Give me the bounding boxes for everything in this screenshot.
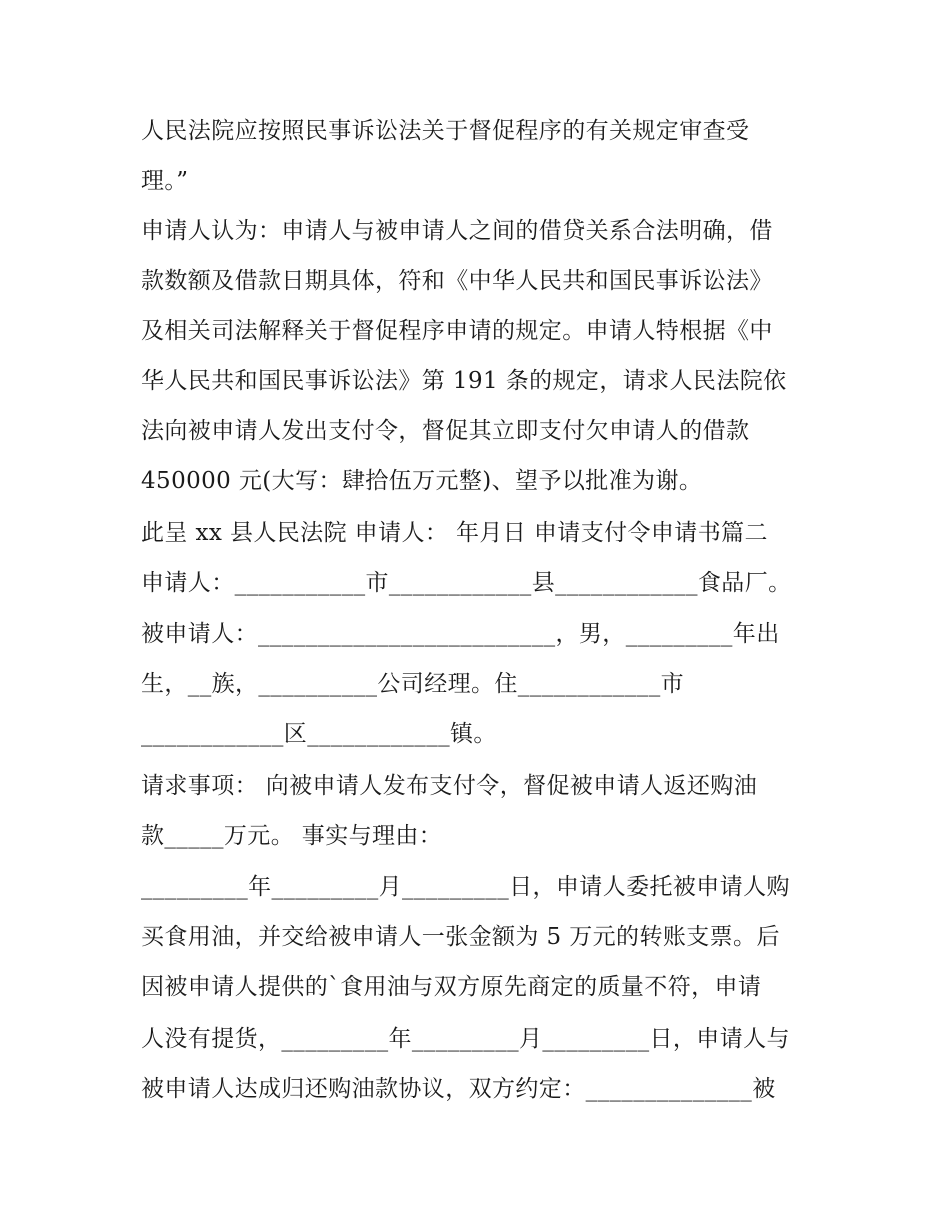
text-line: 及相关司法解释关于督促程序申请的规定。申请人特根据《中	[141, 318, 773, 344]
text-line: 华人民共和国民事诉讼法》第 191 条的规定，请求人民法院依	[141, 368, 787, 394]
text-line: 法向被申请人发出支付令，督促其立即支付欠申请人的借款	[141, 418, 750, 444]
text-line: 请求事项： 向被申请人发布支付令，督促被申请人返还购油	[141, 773, 758, 799]
text-line: 款_____万元。 事实与理由：	[141, 823, 443, 849]
text-line: 生，__族，__________公司经理。住____________市	[141, 671, 684, 697]
text-line: 因被申请人提供的`食用油与双方原先商定的质量不符，申请	[141, 974, 762, 1000]
text-line: 申请人认为：申请人与被申请人之间的借贷关系合法明确，借	[141, 218, 773, 244]
text-line: _________年_________月_________日，申请人委托被申请人购	[141, 874, 790, 900]
text-line: 此呈 xx 县人民法院 申请人： 年月日 申请支付令申请书篇二	[141, 520, 768, 546]
text-line: 被申请人达成归还购油款协议，双方约定：______________被	[141, 1076, 776, 1102]
text-line: 理。”	[141, 168, 189, 194]
text-line: ____________区____________镇。	[141, 721, 497, 747]
text-line: 申请人：___________市____________县____________食品厂。	[141, 570, 792, 596]
text-line: 被申请人：_________________________，男，_________年出	[141, 621, 780, 647]
text-line: 买食用油，并交给被申请人一张金额为 5 万元的转账支票。后	[141, 924, 780, 950]
text-line: 人民法院应按照民事诉讼法关于督促程序的有关规定审查受	[141, 118, 750, 144]
text-line: 款数额及借款日期具体，符和《中华人民共和国民事诉讼法》	[141, 268, 773, 294]
text-line: 450000 元(大写：肆拾伍万元整)、望予以批准为谢。	[141, 468, 703, 494]
text-line: 人没有提货，_________年_________月_________日，申请人与	[141, 1026, 790, 1052]
